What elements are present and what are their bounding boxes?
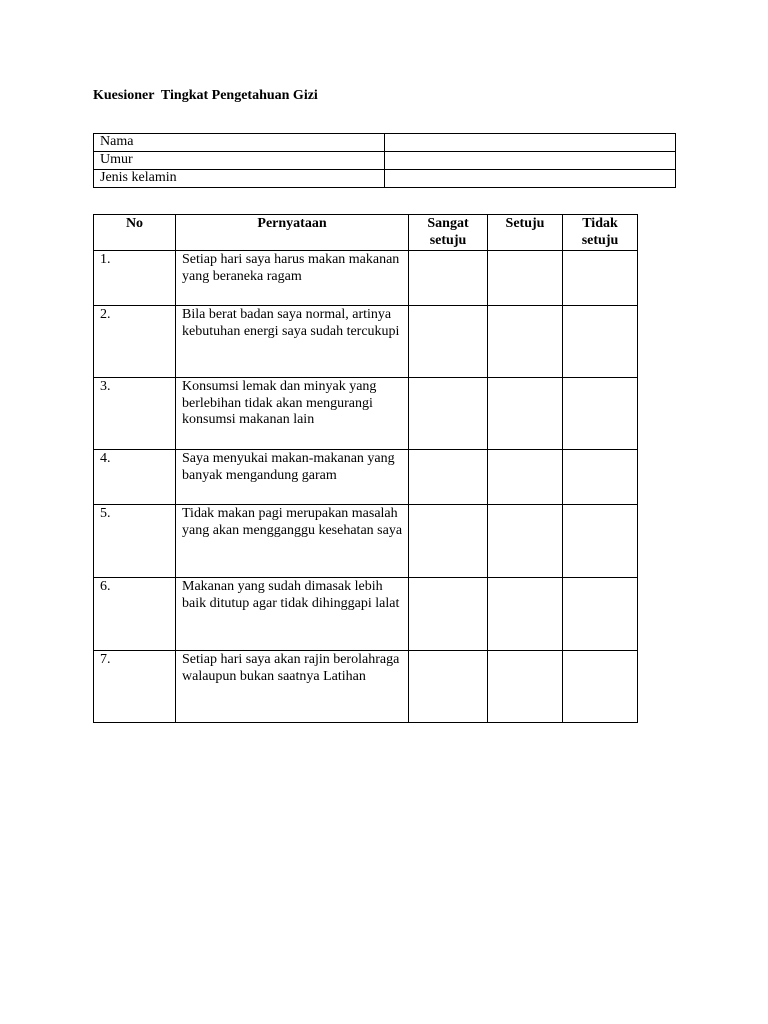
answer-cell-agree[interactable] <box>488 651 563 723</box>
identity-table <box>93 133 676 188</box>
answer-cell-disagree[interactable] <box>563 651 638 723</box>
identity-row-name <box>94 134 676 152</box>
header-disagree: Tidak setuju <box>563 215 638 251</box>
answer-cell-strongly-agree[interactable] <box>409 306 488 378</box>
answer-cell-agree[interactable] <box>488 450 563 505</box>
table-row <box>94 306 638 378</box>
answer-cell-strongly-agree[interactable] <box>409 251 488 306</box>
answer-cell-strongly-agree[interactable] <box>409 651 488 723</box>
row-number: 7. <box>94 651 176 723</box>
identity-label-gender: Jenis kelamin <box>94 170 385 188</box>
identity-row-gender <box>94 170 676 188</box>
row-statement: Setiap hari saya akan rajin berolahraga walaupun bukan saatnya Latihan <box>176 651 409 723</box>
answer-cell-disagree[interactable] <box>563 505 638 578</box>
identity-value-name[interactable] <box>385 134 676 152</box>
identity-row-age <box>94 152 676 170</box>
answer-cell-agree[interactable] <box>488 505 563 578</box>
answer-cell-agree[interactable] <box>488 251 563 306</box>
header-strongly-agree: Sangat setuju <box>409 215 488 251</box>
answer-cell-agree[interactable] <box>488 378 563 450</box>
row-number: 4. <box>94 450 176 505</box>
answer-cell-disagree[interactable] <box>563 578 638 651</box>
identity-label-age: Umur <box>94 152 385 170</box>
table-row <box>94 578 638 651</box>
table-row <box>94 651 638 723</box>
identity-value-age[interactable] <box>385 152 676 170</box>
answer-cell-disagree[interactable] <box>563 251 638 306</box>
row-statement: Makanan yang sudah dimasak lebih baik ditutup agar tidak dihinggapi lalat <box>176 578 409 651</box>
answer-cell-disagree[interactable] <box>563 306 638 378</box>
row-number: 1. <box>94 251 176 306</box>
answer-cell-strongly-agree[interactable] <box>409 450 488 505</box>
row-statement: Saya menyukai makan-makanan yang banyak mengandung garam <box>176 450 409 505</box>
table-row <box>94 378 638 450</box>
row-number: 6. <box>94 578 176 651</box>
identity-label-name: Nama <box>94 134 385 152</box>
header-no: No <box>94 215 176 251</box>
answer-cell-agree[interactable] <box>488 306 563 378</box>
identity-value-gender[interactable] <box>385 170 676 188</box>
row-statement: Setiap hari saya harus makan makanan yang beraneka ragam <box>176 251 409 306</box>
row-number: 5. <box>94 505 176 578</box>
answer-cell-strongly-agree[interactable] <box>409 505 488 578</box>
table-row <box>94 505 638 578</box>
row-number: 3. <box>94 378 176 450</box>
questionnaire-header-row <box>94 215 638 251</box>
table-row <box>94 450 638 505</box>
header-statement: Pernyataan <box>176 215 409 251</box>
questionnaire-table <box>93 214 638 723</box>
answer-cell-strongly-agree[interactable] <box>409 378 488 450</box>
row-statement: Konsumsi lemak dan minyak yang berlebihan tidak akan mengurangi konsumsi makanan lain <box>176 378 409 450</box>
header-agree: Setuju <box>488 215 563 251</box>
answer-cell-disagree[interactable] <box>563 450 638 505</box>
document-title: Kuesioner Tingkat Pengetahuan Gizi <box>93 88 318 103</box>
row-number: 2. <box>94 306 176 378</box>
answer-cell-strongly-agree[interactable] <box>409 578 488 651</box>
answer-cell-disagree[interactable] <box>563 378 638 450</box>
row-statement: Tidak makan pagi merupakan masalah yang akan mengganggu kesehatan saya <box>176 505 409 578</box>
row-statement: Bila berat badan saya normal, artinya kebutuhan energi saya sudah tercukupi <box>176 306 409 378</box>
answer-cell-agree[interactable] <box>488 578 563 651</box>
table-row <box>94 251 638 306</box>
